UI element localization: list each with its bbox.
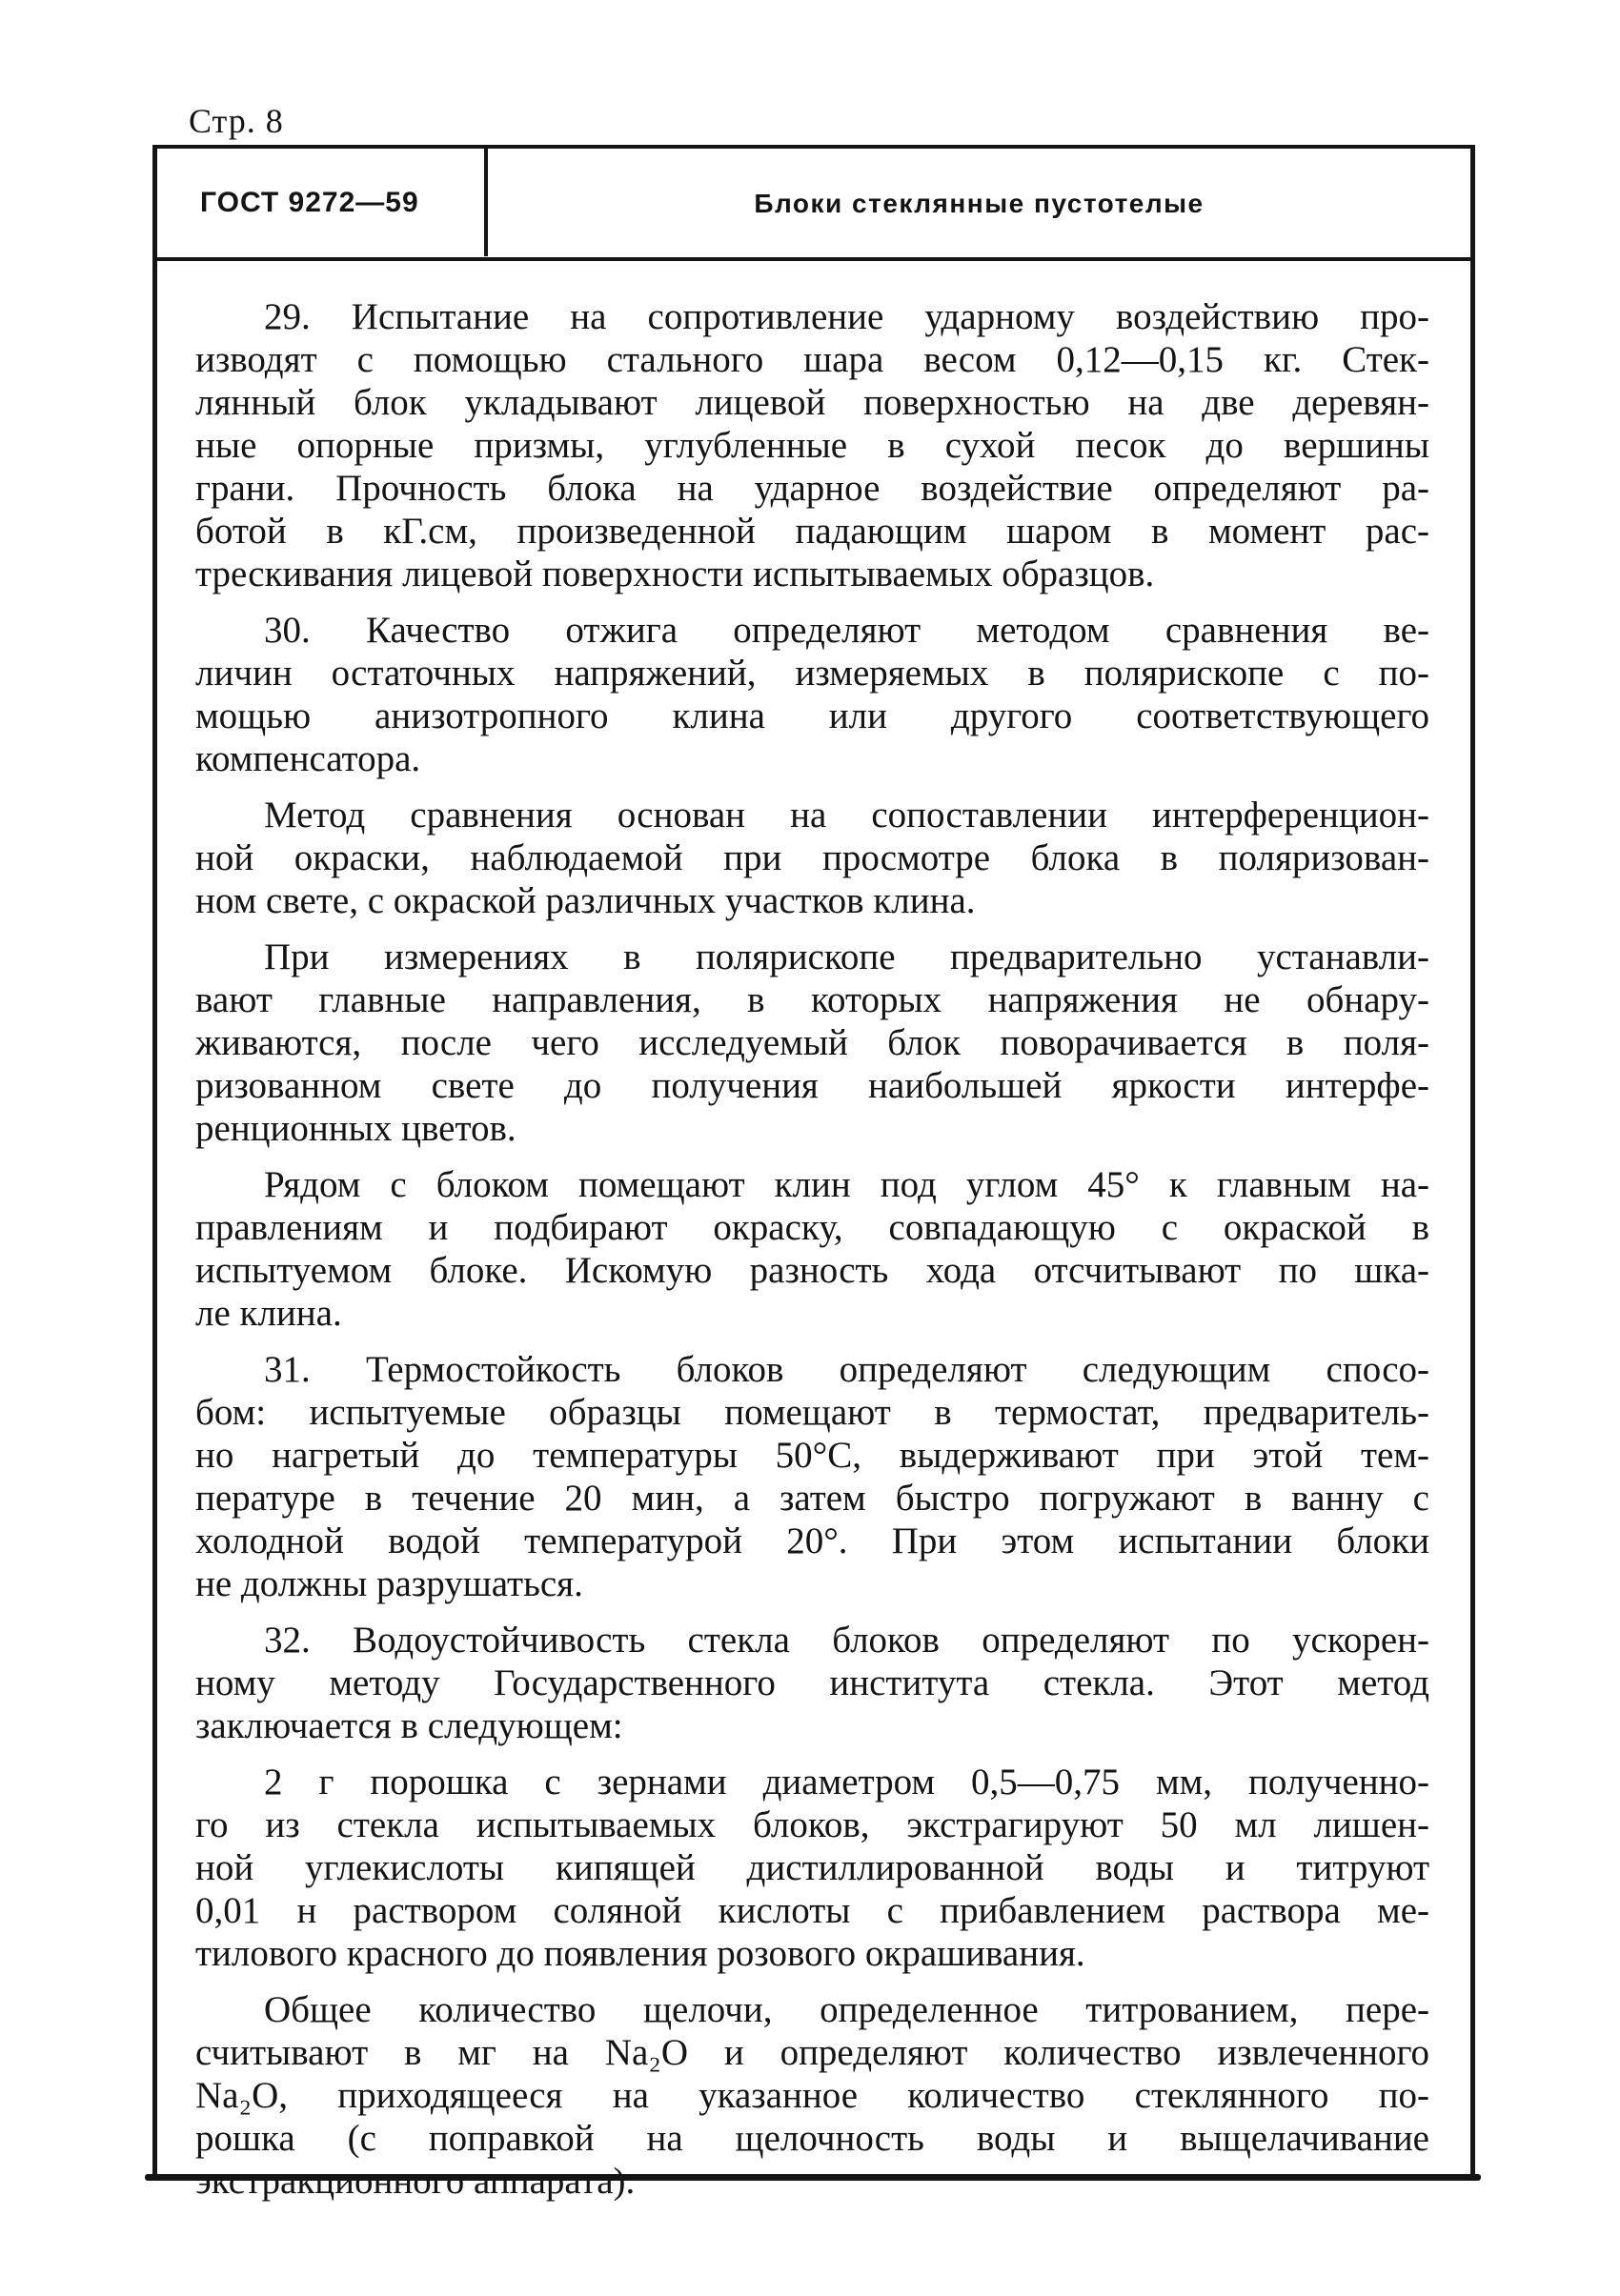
text-line: ризованном свете до получения наибольшей яркости интерфе-	[195, 1065, 1429, 1106]
text-line: вают главные направления, в которых напряжения не обнару-	[195, 979, 1429, 1020]
text-line: считывают в мг на Na₂O и определяют количество извлеченного	[195, 2032, 1429, 2073]
text-line: ном свете, с окраской различных участков клина.	[195, 880, 976, 921]
text-line: но нагретый до температуры 50°С, выдерживают при этой тем-	[195, 1435, 1429, 1476]
text-line: бом: испытуемые образцы помещают в термостат, предваритель-	[195, 1392, 1429, 1433]
text-line: ному методу Государственного института стекла. Этот метод	[195, 1662, 1429, 1703]
text-line: 0,01 н раствором соляной кислоты с прибавлением раствора ме-	[195, 1890, 1429, 1931]
text-line: заключается в следующем:	[195, 1705, 623, 1746]
text-line: грани. Прочность блока на ударное воздействие определяют ра-	[195, 468, 1429, 509]
page-number: Стр. 8	[189, 102, 284, 140]
paragraph-alkali	[195, 1988, 1429, 2203]
paragraph-method	[195, 794, 1429, 922]
text-line: 32. Водоустойчивость стекла блоков определяют по ускорен-	[264, 1620, 1429, 1661]
paragraph-32	[195, 1619, 1429, 1747]
text-line: экстракционного аппарата).	[195, 2161, 636, 2202]
text-line: 29. Испытание на сопротивление ударному воздействию про-	[264, 296, 1429, 337]
body-text	[195, 295, 1429, 2203]
text-line: ной окраски, наблюдаемой при просмотре блока в поляризован-	[195, 837, 1429, 878]
text-line: компенсатора.	[195, 738, 421, 779]
text-line: тилового красного до появления розового окрашивания.	[195, 1933, 1085, 1974]
text-line: лянный блок укладывают лицевой поверхностью на две деревян-	[195, 382, 1429, 423]
text-line: пературе в течение 20 мин, а затем быстро погружают в ванну с	[195, 1478, 1429, 1519]
text-line: 2 г порошка с зернами диаметром 0,5—0,75 мм, полученно-	[264, 1762, 1429, 1803]
text-line: рошка (с поправкой на щелочность воды и выщелачивание	[195, 2118, 1429, 2159]
text-line: Общее количество щелочи, определенное титрованием, пере-	[264, 1989, 1429, 2030]
text-line: живаются, после чего исследуемый блок поворачивается в поля-	[195, 1022, 1429, 1063]
paragraph-wedge	[195, 1163, 1429, 1335]
text-line: 31. Термостойкость блоков определяют следующим спосо-	[264, 1349, 1429, 1390]
text-line: изводят с помощью стального шара весом 0,12—0,15 кг. Стек-	[195, 339, 1429, 380]
text-line: 30. Качество отжига определяют методом сравнения ве-	[264, 610, 1429, 651]
text-line: ренционных цветов.	[195, 1108, 516, 1149]
text-line: трескивания лицевой поверхности испытываемых образцов.	[195, 554, 1155, 594]
text-line: Рядом с блоком помещают клин под углом 45° к главным на-	[264, 1164, 1429, 1205]
standard-code: ГОСТ 9272—59	[200, 187, 419, 218]
text-line: ботой в кГ.см, произведенной падающим шаром в момент рас-	[195, 511, 1429, 552]
text-line: испытуемом блоке. Искомую разность хода отсчитывают по шка-	[195, 1250, 1429, 1291]
text-line: ные опорные призмы, углубленные в сухой песок до вершины	[195, 425, 1429, 466]
standard-header	[157, 149, 1470, 261]
text-line: холодной водой температурой 20°. При этом испытании блоки	[195, 1521, 1429, 1561]
paragraph-powder	[195, 1761, 1429, 1975]
paragraph-measurements	[195, 936, 1429, 1150]
text-line: правлениям и подбирают окраску, совпадающую с окраской в	[195, 1207, 1429, 1248]
text-line: мощью анизотропного клина или другого соответствующего	[195, 695, 1429, 736]
text-line: ной углекислоты кипящей дистиллированной воды и титруют	[195, 1847, 1429, 1888]
text-line: личин остаточных напряжений, измеряемых в полярископе с по-	[195, 653, 1429, 694]
paragraph-30	[195, 609, 1429, 780]
text-line: не должны разрушаться.	[195, 1563, 583, 1604]
text-line: При измерениях в полярископе предварительно устанавли-	[264, 937, 1429, 977]
text-line: го из стекла испытываемых блоков, экстрагируют 50 мл лишен-	[195, 1804, 1429, 1845]
paragraph-31	[195, 1348, 1429, 1605]
text-line: Na₂O, приходящееся на указанное количество стеклянного по-	[195, 2075, 1429, 2116]
text-line: ле клина.	[195, 1293, 342, 1334]
paragraph-29	[195, 295, 1429, 595]
standard-title: Блоки стеклянные пустотелые	[754, 189, 1205, 218]
text-line: Метод сравнения основан на сопоставлении интерференцион-	[264, 795, 1429, 836]
